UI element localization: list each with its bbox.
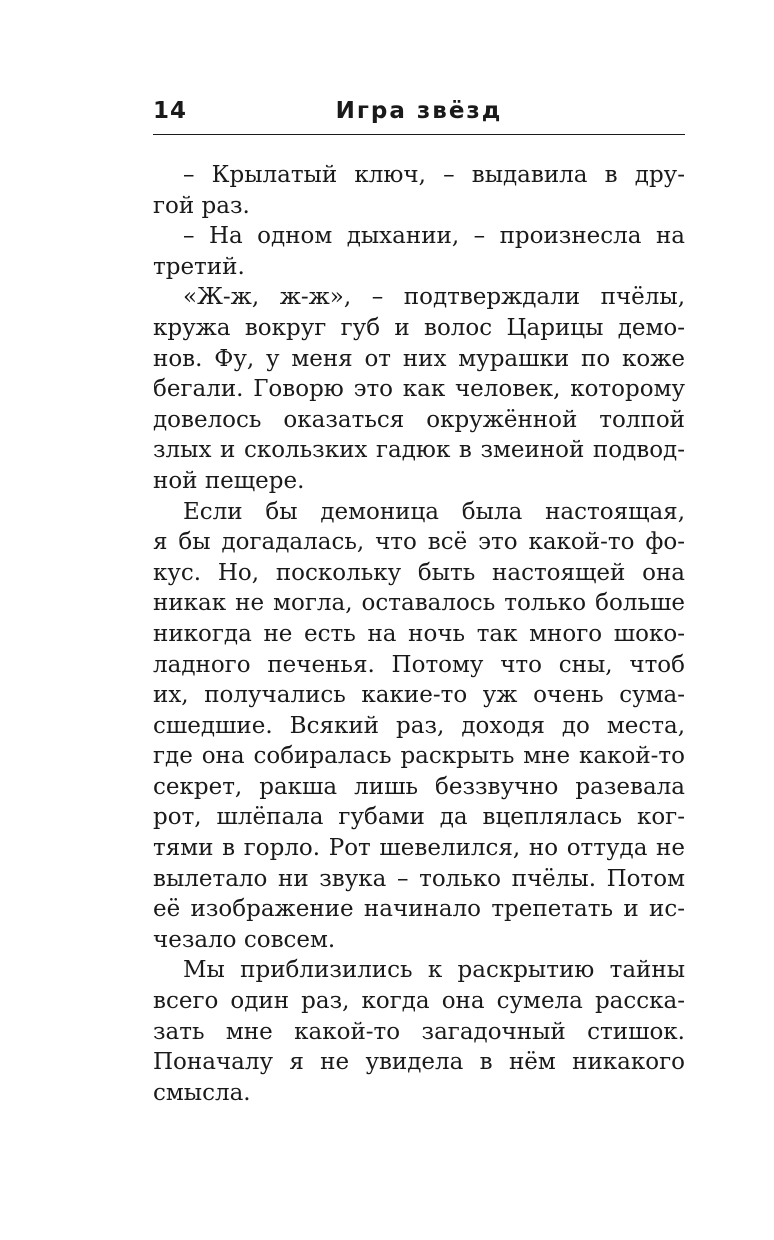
text-line: зать мне какой-то загадочный стишок.	[153, 1018, 685, 1045]
text-line: злых и скользких гадюк в змеиной подвод-	[153, 437, 685, 464]
text-line: Если бы демоница была настоящая,	[183, 498, 685, 525]
text-line: никогда не есть на ночь так много шоко-	[153, 620, 685, 647]
text-line: никак не могла, оставалось только больше	[153, 590, 685, 617]
text-line: чезало совсем.	[153, 926, 336, 953]
running-title: Игра звёзд	[335, 98, 503, 124]
text-line: всего один раз, когда она сумела расска-	[153, 988, 685, 1015]
page-header	[153, 98, 685, 135]
text-line: вылетало ни звука – только пчёлы. Потом	[153, 865, 685, 892]
text-line: довелось оказаться окружённой толпой	[153, 406, 685, 433]
text-line: ной пещере.	[153, 467, 305, 494]
text-line: Мы приблизились к раскрытию тайны	[183, 957, 685, 984]
text-line: третий.	[153, 253, 245, 280]
text-line: кус. Но, поскольку быть настоящей она	[153, 559, 685, 586]
text-line: Поначалу я не увидела в нём никакого	[153, 1049, 685, 1076]
text-line: где она собиралась раскрыть мне какой-то	[153, 743, 685, 770]
text-line: – Крылатый ключ, – выдавила в дру-	[183, 162, 685, 188]
text-line: сшедшие. Всякий раз, доходя до места,	[153, 712, 685, 739]
body-text	[153, 160, 685, 1108]
text-line: я бы догадалась, что всё это какой-то фо-	[153, 529, 685, 556]
text-line: её изображение начинало трепетать и ис-	[153, 896, 685, 923]
text-line: «Ж-ж, ж-ж», – подтверждали пчёлы,	[183, 284, 685, 311]
text-line: рот, шлёпала губами да вцеплялась ког-	[153, 804, 685, 831]
text-line: кружа вокруг губ и волос Царицы демо-	[153, 314, 685, 341]
text-line: секрет, ракша лишь беззвучно разевала	[153, 773, 685, 800]
text-line: нов. Фу, у меня от них мурашки по коже	[153, 345, 685, 372]
text-line: тями в горло. Рот шевелился, но оттуда не	[153, 835, 685, 862]
text-line: гой раз.	[153, 192, 250, 219]
text-line: смысла.	[153, 1079, 251, 1106]
page-number: 14	[153, 98, 188, 124]
text-line: их, получались какие-то уж очень сума-	[153, 682, 685, 709]
text-line: бегали. Говорю это как человек, которому	[153, 376, 685, 403]
text-line: ладного печенья. Потому что сны, чтоб	[153, 651, 685, 678]
text-line: – На одном дыхании, – произнесла на	[183, 223, 685, 250]
